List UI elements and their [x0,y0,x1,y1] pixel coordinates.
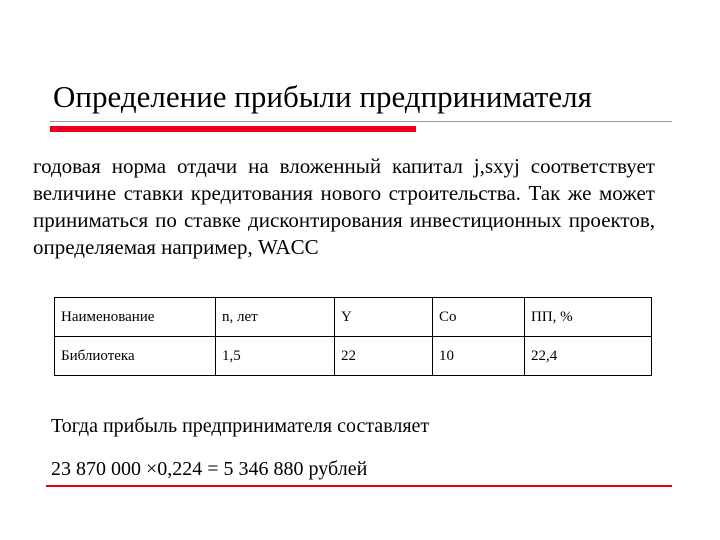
slide-title: Определение прибыли предпринимателя [53,79,592,114]
table-header-cell: Y [335,298,433,337]
table-cell: 22,4 [525,337,652,376]
title-underline-red [50,126,416,132]
table-header-cell: ПП, % [525,298,652,337]
formula-text: 23 870 000 ×0,224 = 5 346 880 рублей [51,458,368,480]
data-table [54,297,652,376]
table-cell: 10 [433,337,525,376]
table-header-row [55,298,652,337]
bottom-rule [46,485,672,487]
table-header-cell: Наименование [55,298,216,337]
body-paragraph: годовая норма отдачи на вложенный капитал j,sxyj соответствует величине ставки кредитования нового строительства. Так же может приниматься по ставке дисконтирования инвестиционных проектов, определяемая например, WACC [33,154,655,259]
table-header-cell: n, лет [216,298,335,337]
table-row [55,337,652,376]
conclusion-text: Тогда прибыль предпринимателя составляет [51,415,430,437]
title-underline-gray [50,121,672,122]
table-header-cell: Co [433,298,525,337]
table-cell: 1,5 [216,337,335,376]
table-cell: 22 [335,337,433,376]
table-cell: Библиотека [55,337,216,376]
